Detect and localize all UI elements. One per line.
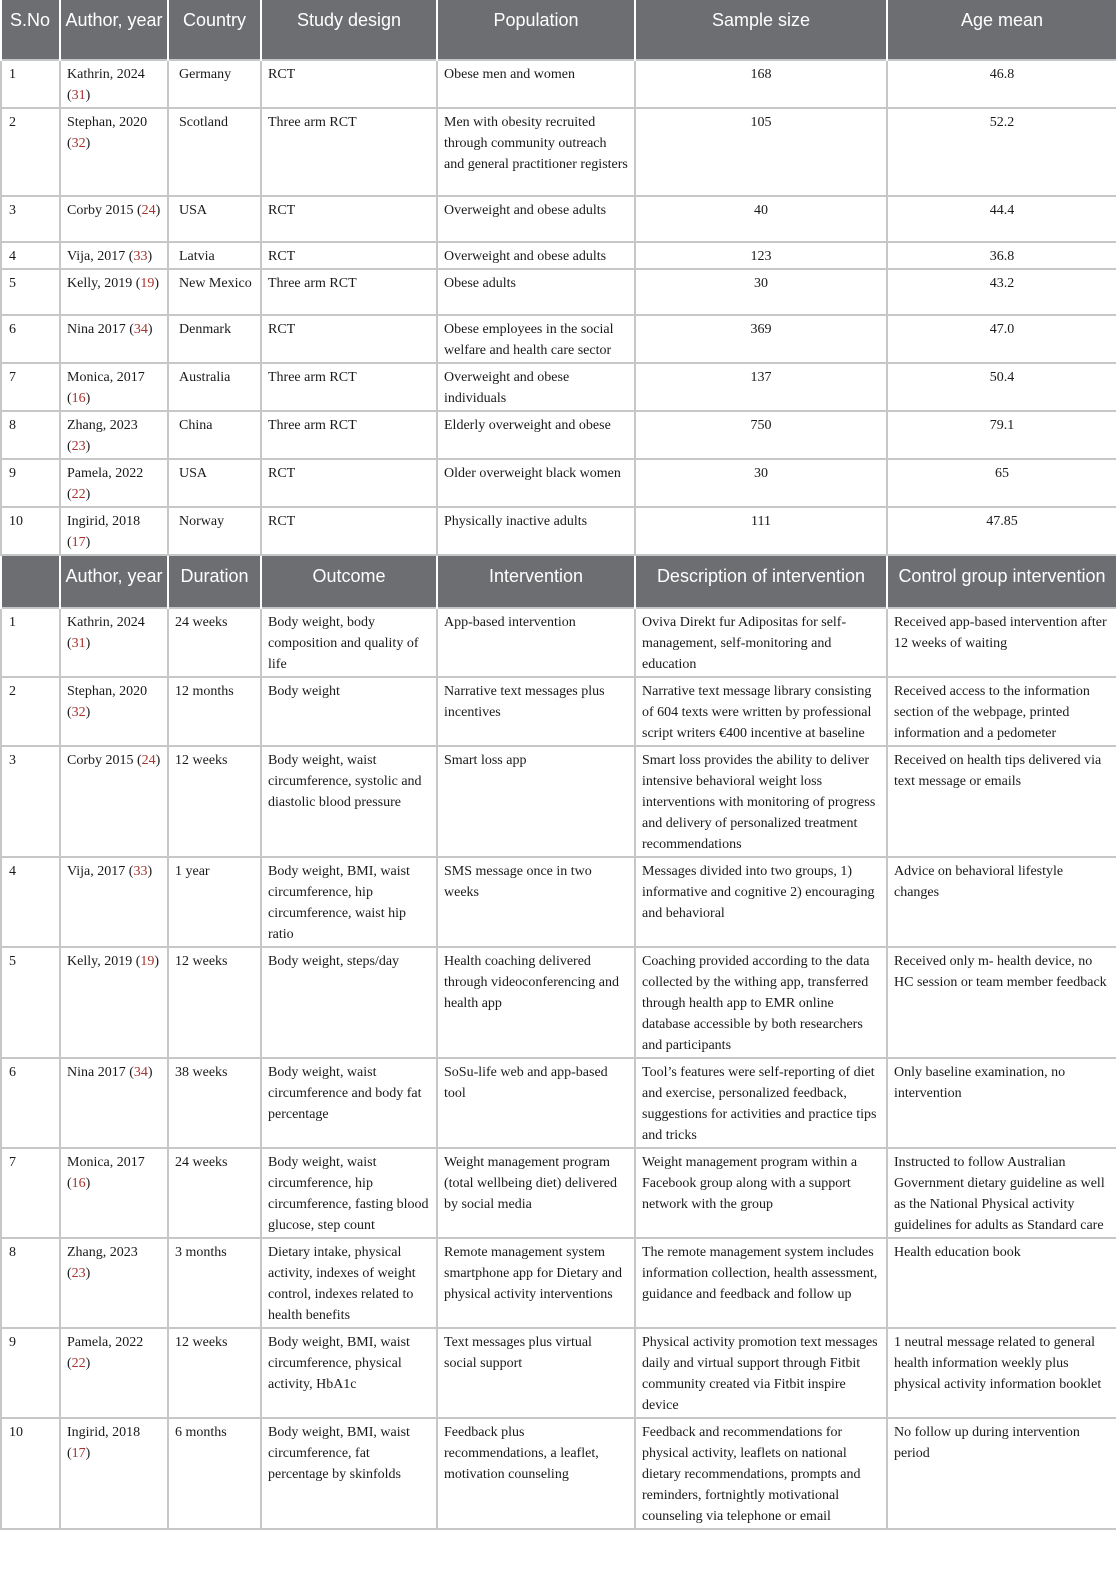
sample-size-cell: 40 xyxy=(635,196,887,242)
reference-link[interactable]: 33 xyxy=(133,864,148,879)
table-row xyxy=(1,196,1116,242)
duration-cell: 12 weeks xyxy=(168,947,261,1058)
reference-link[interactable]: 22 xyxy=(71,487,86,502)
control-cell: Received only m- health device, no HC session or team member feedback xyxy=(887,947,1116,1058)
duration-cell: 24 weeks xyxy=(168,1148,261,1238)
population-cell: Physically inactive adults xyxy=(437,507,635,555)
study-design-cell: RCT xyxy=(261,242,437,269)
description-cell: Feedback and recommendations for physical activity, leaflets on national dietary recommendations, prompts and reminders, fortnightly motivational counseling via telephone or email xyxy=(635,1418,887,1529)
header-duration: Duration xyxy=(168,556,261,608)
sno-cell: 4 xyxy=(1,857,60,947)
country-cell: China xyxy=(168,411,261,459)
country-cell: Australia xyxy=(168,363,261,411)
intervention-cell: SoSu-life web and app-based tool xyxy=(437,1058,635,1148)
author-year-text: Corby 2015 xyxy=(67,753,134,768)
sno-cell: 7 xyxy=(1,363,60,411)
table-row xyxy=(1,1418,1116,1529)
author-year-cell: Corby 2015 (24) xyxy=(60,196,168,242)
author-year-text: Nina 2017 xyxy=(67,1065,126,1080)
intervention-cell: Health coaching delivered through videoconferencing and health app xyxy=(437,947,635,1058)
population-cell: Obese adults xyxy=(437,269,635,315)
outcome-cell: Body weight, body composition and quality of life xyxy=(261,608,437,677)
author-year-cell: Ingirid, 2018 (17) xyxy=(60,507,168,555)
reference-link[interactable]: 19 xyxy=(140,276,155,291)
sno-cell: 3 xyxy=(1,196,60,242)
author-year-cell: Corby 2015 (24) xyxy=(60,746,168,857)
outcome-cell: Body weight, BMI, waist circumference, fat percentage by skinfolds xyxy=(261,1418,437,1529)
sno-cell: 10 xyxy=(1,507,60,555)
reference-link[interactable]: 31 xyxy=(71,88,86,103)
age-mean-cell: 52.2 xyxy=(887,108,1116,196)
outcome-cell: Body weight xyxy=(261,677,437,746)
population-cell: Men with obesity recruited through community outreach and general practitioner registers xyxy=(437,108,635,196)
study-design-cell: Three arm RCT xyxy=(261,269,437,315)
control-cell: Instructed to follow Australian Government dietary guideline as well as the National Physical activity guidelines for adults as Standard care xyxy=(887,1148,1116,1238)
country-cell: Norway xyxy=(168,507,261,555)
age-mean-cell: 47.0 xyxy=(887,315,1116,363)
sno-cell: 5 xyxy=(1,269,60,315)
sample-size-cell: 30 xyxy=(635,269,887,315)
age-mean-cell: 65 xyxy=(887,459,1116,507)
header-sno: S.No xyxy=(1,0,60,60)
sample-size-cell: 123 xyxy=(635,242,887,269)
reference-link[interactable]: 17 xyxy=(71,535,86,550)
sno-cell: 2 xyxy=(1,108,60,196)
header-author-year: Author, year xyxy=(60,0,168,60)
outcome-cell: Body weight, waist circumference, hip circumference, fasting blood glucose, step count xyxy=(261,1148,437,1238)
author-year-text: Monica, 2017 xyxy=(67,370,145,385)
author-year-cell: Vija, 2017 (33) xyxy=(60,242,168,269)
table-row xyxy=(1,459,1116,507)
country-cell: Scotland xyxy=(168,108,261,196)
description-cell: Coaching provided according to the data collected by the withing app, transferred through health app to EMR online database accessible by both researchers and participants xyxy=(635,947,887,1058)
table-row xyxy=(1,1058,1116,1148)
study-characteristics-table xyxy=(0,0,1116,556)
intervention-details-table xyxy=(0,556,1116,1530)
sno-cell: 6 xyxy=(1,315,60,363)
description-cell: Oviva Direkt fur Adipositas for self-management, self-monitoring and education xyxy=(635,608,887,677)
sno-cell: 9 xyxy=(1,459,60,507)
reference-link[interactable]: 23 xyxy=(71,439,86,454)
sno-cell: 5 xyxy=(1,947,60,1058)
study-design-cell: RCT xyxy=(261,196,437,242)
reference-link[interactable]: 24 xyxy=(141,753,156,768)
author-year-cell: Stephan, 2020 (32) xyxy=(60,677,168,746)
population-cell: Overweight and obese individuals xyxy=(437,363,635,411)
table-header-row xyxy=(1,0,1116,60)
author-year-text: Vija, 2017 xyxy=(67,864,126,879)
control-cell: Received app-based intervention after 12 weeks of waiting xyxy=(887,608,1116,677)
sno-cell: 4 xyxy=(1,242,60,269)
reference-link[interactable]: 32 xyxy=(71,136,86,151)
author-year-cell: Kelly, 2019 (19) xyxy=(60,947,168,1058)
duration-cell: 3 months xyxy=(168,1238,261,1328)
header-blank xyxy=(1,556,60,608)
sample-size-cell: 137 xyxy=(635,363,887,411)
author-year-text: Monica, 2017 xyxy=(67,1155,145,1170)
age-mean-cell: 47.85 xyxy=(887,507,1116,555)
author-year-cell: Stephan, 2020 (32) xyxy=(60,108,168,196)
intervention-cell: Narrative text messages plus incentives xyxy=(437,677,635,746)
description-cell: Smart loss provides the ability to deliver intensive behavioral weight loss interventions with monitoring of progress and delivery of personalized treatment recommendations xyxy=(635,746,887,857)
population-cell: Obese employees in the social welfare and health care sector xyxy=(437,315,635,363)
table-row xyxy=(1,507,1116,555)
table-row xyxy=(1,947,1116,1058)
sno-cell: 1 xyxy=(1,608,60,677)
reference-link[interactable]: 24 xyxy=(141,203,156,218)
duration-cell: 38 weeks xyxy=(168,1058,261,1148)
duration-cell: 24 weeks xyxy=(168,608,261,677)
table-row xyxy=(1,242,1116,269)
intervention-cell: App-based intervention xyxy=(437,608,635,677)
table-row xyxy=(1,363,1116,411)
author-year-text: Vija, 2017 xyxy=(67,249,126,264)
population-cell: Obese men and women xyxy=(437,60,635,108)
author-year-text: Kelly, 2019 xyxy=(67,954,133,969)
country-cell: Denmark xyxy=(168,315,261,363)
header-description-of-intervention: Description of intervention xyxy=(635,556,887,608)
age-mean-cell: 79.1 xyxy=(887,411,1116,459)
study-design-cell: Three arm RCT xyxy=(261,411,437,459)
author-year-text: Ingirid, 2018 xyxy=(67,1425,141,1440)
author-year-text: Pamela, 2022 xyxy=(67,1335,144,1350)
duration-cell: 12 months xyxy=(168,677,261,746)
author-year-text: Nina 2017 xyxy=(67,322,126,337)
sample-size-cell: 369 xyxy=(635,315,887,363)
description-cell: Narrative text message library consisting of 604 texts were written by professional script writers €400 incentive at baseline xyxy=(635,677,887,746)
sample-size-cell: 111 xyxy=(635,507,887,555)
country-cell: USA xyxy=(168,459,261,507)
study-design-cell: RCT xyxy=(261,459,437,507)
sno-cell: 9 xyxy=(1,1328,60,1418)
sno-cell: 3 xyxy=(1,746,60,857)
population-cell: Overweight and obese adults xyxy=(437,242,635,269)
country-cell: USA xyxy=(168,196,261,242)
description-cell: Physical activity promotion text messages daily and virtual support through Fitbit community created via Fitbit inspire device xyxy=(635,1328,887,1418)
table-row xyxy=(1,108,1116,196)
author-year-cell: Nina 2017 (34) xyxy=(60,315,168,363)
sno-cell: 8 xyxy=(1,1238,60,1328)
sample-size-cell: 168 xyxy=(635,60,887,108)
population-cell: Older overweight black women xyxy=(437,459,635,507)
reference-link[interactable]: 22 xyxy=(71,1356,86,1371)
age-mean-cell: 46.8 xyxy=(887,60,1116,108)
study-design-cell: Three arm RCT xyxy=(261,363,437,411)
intervention-cell: Feedback plus recommendations, a leaflet, motivation counseling xyxy=(437,1418,635,1529)
duration-cell: 1 year xyxy=(168,857,261,947)
author-year-cell: Pamela, 2022 (22) xyxy=(60,1328,168,1418)
table-row xyxy=(1,746,1116,857)
intervention-cell: Text messages plus virtual social support xyxy=(437,1328,635,1418)
author-year-cell: Vija, 2017 (33) xyxy=(60,857,168,947)
sample-size-cell: 750 xyxy=(635,411,887,459)
sno-cell: 1 xyxy=(1,60,60,108)
reference-link[interactable]: 19 xyxy=(140,954,155,969)
sno-cell: 10 xyxy=(1,1418,60,1529)
table-row xyxy=(1,411,1116,459)
reference-link[interactable]: 32 xyxy=(71,705,86,720)
header-age-mean: Age mean xyxy=(887,0,1116,60)
author-year-cell: Monica, 2017 (16) xyxy=(60,1148,168,1238)
header-intervention: Intervention xyxy=(437,556,635,608)
author-year-cell: Kathrin, 2024 (31) xyxy=(60,60,168,108)
duration-cell: 12 weeks xyxy=(168,746,261,857)
country-cell: Germany xyxy=(168,60,261,108)
header-outcome: Outcome xyxy=(261,556,437,608)
sno-cell: 6 xyxy=(1,1058,60,1148)
outcome-cell: Body weight, waist circumference and body fat percentage xyxy=(261,1058,437,1148)
outcome-cell: Body weight, BMI, waist circumference, physical activity, HbA1c xyxy=(261,1328,437,1418)
author-year-text: Kelly, 2019 xyxy=(67,276,133,291)
reference-link[interactable]: 16 xyxy=(71,391,86,406)
author-year-cell: Kathrin, 2024 (31) xyxy=(60,608,168,677)
author-year-text: Zhang, 2023 xyxy=(67,418,138,433)
author-year-text: Kathrin, 2024 xyxy=(67,615,145,630)
study-design-cell: RCT xyxy=(261,315,437,363)
outcome-cell: Body weight, waist circumference, systolic and diastolic blood pressure xyxy=(261,746,437,857)
population-cell: Elderly overweight and obese xyxy=(437,411,635,459)
header-study-design: Study design xyxy=(261,0,437,60)
reference-link[interactable]: 31 xyxy=(71,636,86,651)
description-cell: Weight management program within a Facebook group along with a support network with the group xyxy=(635,1148,887,1238)
author-year-cell: Nina 2017 (34) xyxy=(60,1058,168,1148)
author-year-text: Corby 2015 xyxy=(67,203,134,218)
sno-cell: 8 xyxy=(1,411,60,459)
sample-size-cell: 105 xyxy=(635,108,887,196)
control-cell: Received access to the information section of the webpage, printed information and a pedometer xyxy=(887,677,1116,746)
age-mean-cell: 50.4 xyxy=(887,363,1116,411)
description-cell: Messages divided into two groups, 1) informative and cognitive 2) encouraging and behavioral xyxy=(635,857,887,947)
description-cell: The remote management system includes information collection, health assessment, guidance and feedback and follow up xyxy=(635,1238,887,1328)
outcome-cell: Body weight, BMI, waist circumference, hip circumference, waist hip ratio xyxy=(261,857,437,947)
table-row xyxy=(1,1328,1116,1418)
header-sample-size: Sample size xyxy=(635,0,887,60)
description-cell: Tool’s features were self-reporting of diet and exercise, personalized feedback, suggestions for activities and practice tips and tricks xyxy=(635,1058,887,1148)
reference-link[interactable]: 23 xyxy=(71,1266,86,1281)
author-year-text: Ingirid, 2018 xyxy=(67,514,141,529)
control-cell: Only baseline examination, no intervention xyxy=(887,1058,1116,1148)
reference-link[interactable]: 33 xyxy=(133,249,148,264)
country-cell: Latvia xyxy=(168,242,261,269)
author-year-text: Stephan, 2020 xyxy=(67,684,148,699)
table-row xyxy=(1,315,1116,363)
sno-cell: 7 xyxy=(1,1148,60,1238)
header-country: Country xyxy=(168,0,261,60)
table-row xyxy=(1,677,1116,746)
reference-link[interactable]: 34 xyxy=(133,1065,148,1080)
table-header-row xyxy=(1,556,1116,608)
author-year-cell: Zhang, 2023 (23) xyxy=(60,411,168,459)
control-cell: 1 neutral message related to general health information weekly plus physical activity information booklet xyxy=(887,1328,1116,1418)
author-year-cell: Zhang, 2023 (23) xyxy=(60,1238,168,1328)
sample-size-cell: 30 xyxy=(635,459,887,507)
table-row xyxy=(1,1238,1116,1328)
header-author-year: Author, year xyxy=(60,556,168,608)
author-year-cell: Pamela, 2022 (22) xyxy=(60,459,168,507)
author-year-cell: Monica, 2017 (16) xyxy=(60,363,168,411)
population-cell: Overweight and obese adults xyxy=(437,196,635,242)
control-cell: Received on health tips delivered via text message or emails xyxy=(887,746,1116,857)
age-mean-cell: 43.2 xyxy=(887,269,1116,315)
control-cell: Health education book xyxy=(887,1238,1116,1328)
country-cell: New Mexico xyxy=(168,269,261,315)
table-row xyxy=(1,1148,1116,1238)
reference-link[interactable]: 34 xyxy=(133,322,148,337)
duration-cell: 6 months xyxy=(168,1418,261,1529)
age-mean-cell: 36.8 xyxy=(887,242,1116,269)
table-row xyxy=(1,857,1116,947)
author-year-cell: Kelly, 2019 (19) xyxy=(60,269,168,315)
control-cell: Advice on behavioral lifestyle changes xyxy=(887,857,1116,947)
intervention-cell: Weight management program (total wellbeing diet) delivered by social media xyxy=(437,1148,635,1238)
table-row xyxy=(1,608,1116,677)
table-row xyxy=(1,269,1116,315)
header-population: Population xyxy=(437,0,635,60)
author-year-text: Zhang, 2023 xyxy=(67,1245,138,1260)
author-year-text: Stephan, 2020 xyxy=(67,115,148,130)
reference-link[interactable]: 17 xyxy=(71,1446,86,1461)
control-cell: No follow up during intervention period xyxy=(887,1418,1116,1529)
study-design-cell: RCT xyxy=(261,60,437,108)
duration-cell: 12 weeks xyxy=(168,1328,261,1418)
header-control-group-intervention: Control group intervention xyxy=(887,556,1116,608)
study-design-cell: Three arm RCT xyxy=(261,108,437,196)
intervention-cell: SMS message once in two weeks xyxy=(437,857,635,947)
author-year-text: Pamela, 2022 xyxy=(67,466,144,481)
author-year-text: Kathrin, 2024 xyxy=(67,67,145,82)
intervention-cell: Remote management system smartphone app for Dietary and physical activity interventions xyxy=(437,1238,635,1328)
study-design-cell: RCT xyxy=(261,507,437,555)
sno-cell: 2 xyxy=(1,677,60,746)
outcome-cell: Dietary intake, physical activity, indexes of weight control, indexes related to health benefits xyxy=(261,1238,437,1328)
table-row xyxy=(1,60,1116,108)
reference-link[interactable]: 16 xyxy=(71,1176,86,1191)
author-year-cell: Ingirid, 2018 (17) xyxy=(60,1418,168,1529)
outcome-cell: Body weight, steps/day xyxy=(261,947,437,1058)
age-mean-cell: 44.4 xyxy=(887,196,1116,242)
intervention-cell: Smart loss app xyxy=(437,746,635,857)
